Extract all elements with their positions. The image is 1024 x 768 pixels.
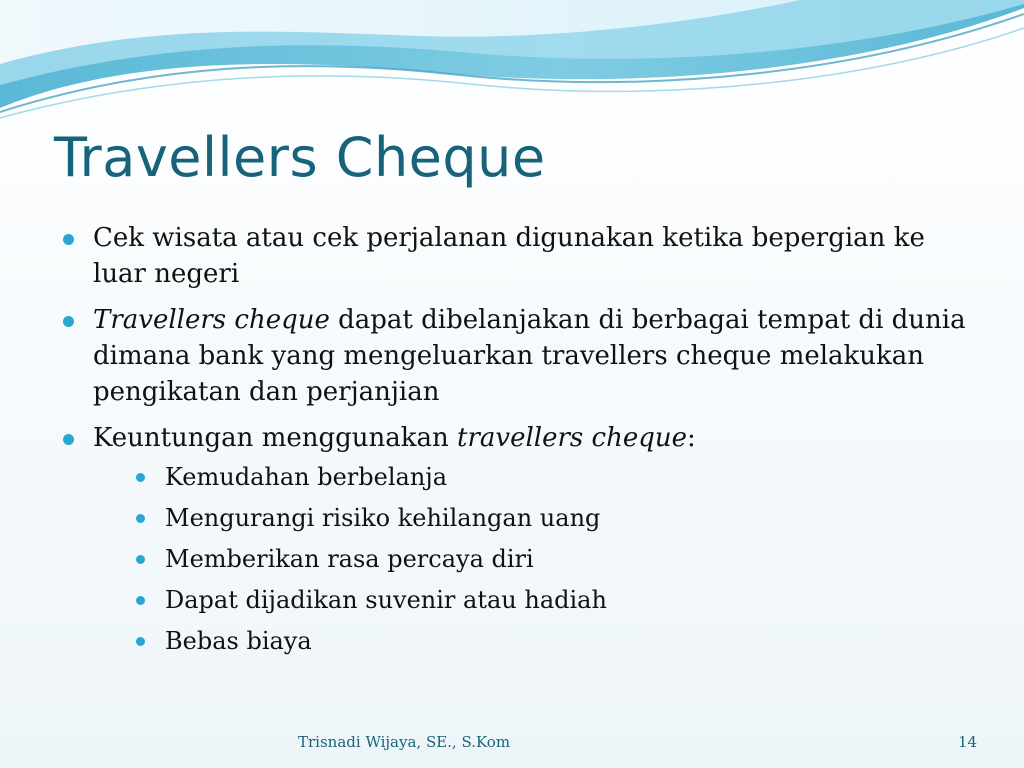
slide-title: Travellers Cheque — [54, 126, 546, 189]
bullet-item — [62, 302, 972, 410]
sub-bullet-dot-icon — [136, 637, 145, 646]
bullet-text: Keuntungan menggunakan — [93, 423, 458, 453]
header-wave-decoration — [0, 0, 1024, 130]
sub-bullet-text: Mengurangi risiko kehilangan uang — [165, 504, 601, 532]
bullet-dot-icon — [63, 434, 74, 445]
bullet-item — [62, 220, 972, 292]
sub-bullet-text: Bebas biaya — [165, 627, 312, 655]
sub-bullet-text: Memberikan rasa percaya diri — [165, 545, 534, 573]
sub-bullet-list — [93, 460, 972, 658]
sub-bullet-item — [93, 583, 972, 617]
bullet-item — [62, 420, 972, 658]
bullet-list — [62, 220, 972, 668]
footer-author: Trisnadi Wijaya, SE., S.Kom — [298, 733, 511, 751]
bullet-dot-icon — [63, 316, 74, 327]
bullet-italic-term: travellers cheque — [457, 423, 688, 453]
slide-number: 14 — [958, 733, 978, 751]
bullet-text: dapat dibelanjakan di berbagai tempat di dunia dimana bank yang mengeluarkan travellers cheque melakukan pengikatan dan perjanjian — [93, 305, 966, 407]
bullet-text: Cek wisata atau cek perjalanan digunakan ketika bepergian ke luar negeri — [93, 223, 925, 289]
bullet-dot-icon — [63, 234, 74, 245]
sub-bullet-text: Kemudahan berbelanja — [165, 463, 448, 491]
sub-bullet-item — [93, 501, 972, 535]
sub-bullet-item — [93, 460, 972, 494]
sub-bullet-dot-icon — [136, 514, 145, 523]
sub-bullet-dot-icon — [136, 473, 145, 482]
sub-bullet-dot-icon — [136, 555, 145, 564]
sub-bullet-item — [93, 542, 972, 576]
sub-bullet-dot-icon — [136, 596, 145, 605]
bullet-italic-term: Travellers cheque — [93, 305, 330, 335]
sub-bullet-item — [93, 624, 972, 658]
bullet-colon: : — [687, 423, 696, 453]
sub-bullet-text: Dapat dijadikan suvenir atau hadiah — [165, 586, 607, 614]
